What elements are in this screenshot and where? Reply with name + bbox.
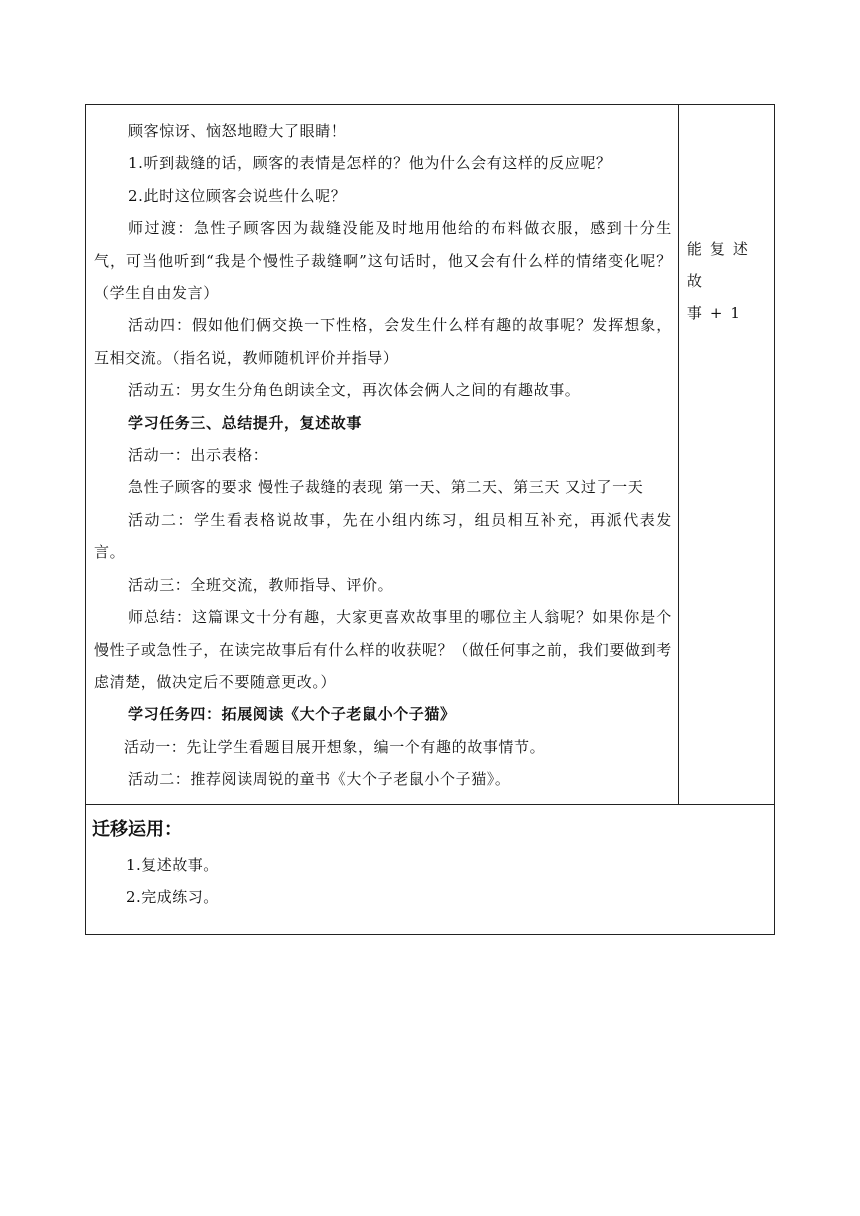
transfer-cell bbox=[86, 805, 775, 935]
paragraph: 活动三：全班交流，教师指导、评价。 bbox=[128, 575, 394, 594]
section-title: 迁移运用： bbox=[92, 819, 182, 840]
paragraph: 师过渡：急性子顾客因为裁缝没能及时地用他给的布料做衣服，感到十分生气，可当他听到“我是个慢性子裁缝啊”这句话时，他又会有什么样的情绪变化呢？（学生自由发言） bbox=[94, 219, 672, 303]
teaching-process-row bbox=[86, 105, 775, 805]
assessment-note-line: 事+1 bbox=[686, 304, 748, 322]
paragraph: 活动一：先让学生看题目展开想象，编一个有趣的故事情节。 bbox=[124, 737, 546, 756]
task-heading: 学习任务四：拓展阅读《大个子老鼠小个子猫》 bbox=[128, 705, 456, 724]
teaching-process-cell bbox=[86, 105, 679, 805]
paragraph: 急性子顾客的要求 慢性子裁缝的表现 第一天、第二天、第三天 又过了一天 bbox=[128, 478, 644, 497]
paragraph: 活动一：出示表格： bbox=[128, 446, 269, 465]
assessment-cell bbox=[678, 105, 774, 805]
lesson-plan-table bbox=[85, 104, 775, 935]
paragraph: 顾客惊讶、恼怒地瞪大了眼睛！ bbox=[128, 122, 347, 140]
list-item: 2.完成练习。 bbox=[126, 888, 219, 906]
list-item: 1.复述故事。 bbox=[126, 856, 219, 874]
transfer-row bbox=[86, 805, 775, 935]
paragraph: 活动五：男女生分角色朗读全文，再次体会俩人之间的有趣故事。 bbox=[128, 381, 581, 400]
paragraph: 活动四：假如他们俩交换一下性格，会发生什么样有趣的故事呢？发挥想象，互相交流。（指名说，教师随机评价并指导） bbox=[94, 316, 672, 367]
paragraph: 1.听到裁缝的话，顾客的表情是怎样的？他为什么会有这样的反应呢？ bbox=[128, 154, 612, 173]
paragraph: 2.此时这位顾客会说些什么呢？ bbox=[128, 186, 347, 205]
paragraph: 活动二：推荐阅读周锐的童书《大个子老鼠小个子猫》。 bbox=[128, 770, 511, 789]
paragraph: 师总结：这篇课文十分有趣，大家更喜欢故事里的哪位主人翁呢？如果你是个慢性子或急性子，在读完故事后有什么样的收获呢？（做任何事之前，我们要做到考虑清楚，做决定后不要随意更改。） bbox=[94, 608, 672, 691]
task-heading: 学习任务三、总结提升，复述故事 bbox=[128, 413, 363, 432]
assessment-note-line: 能复述故 bbox=[686, 240, 756, 290]
paragraph: 活动二：学生看表格说故事，先在小组内练习，组员相互补充，再派代表发言。 bbox=[94, 510, 672, 562]
